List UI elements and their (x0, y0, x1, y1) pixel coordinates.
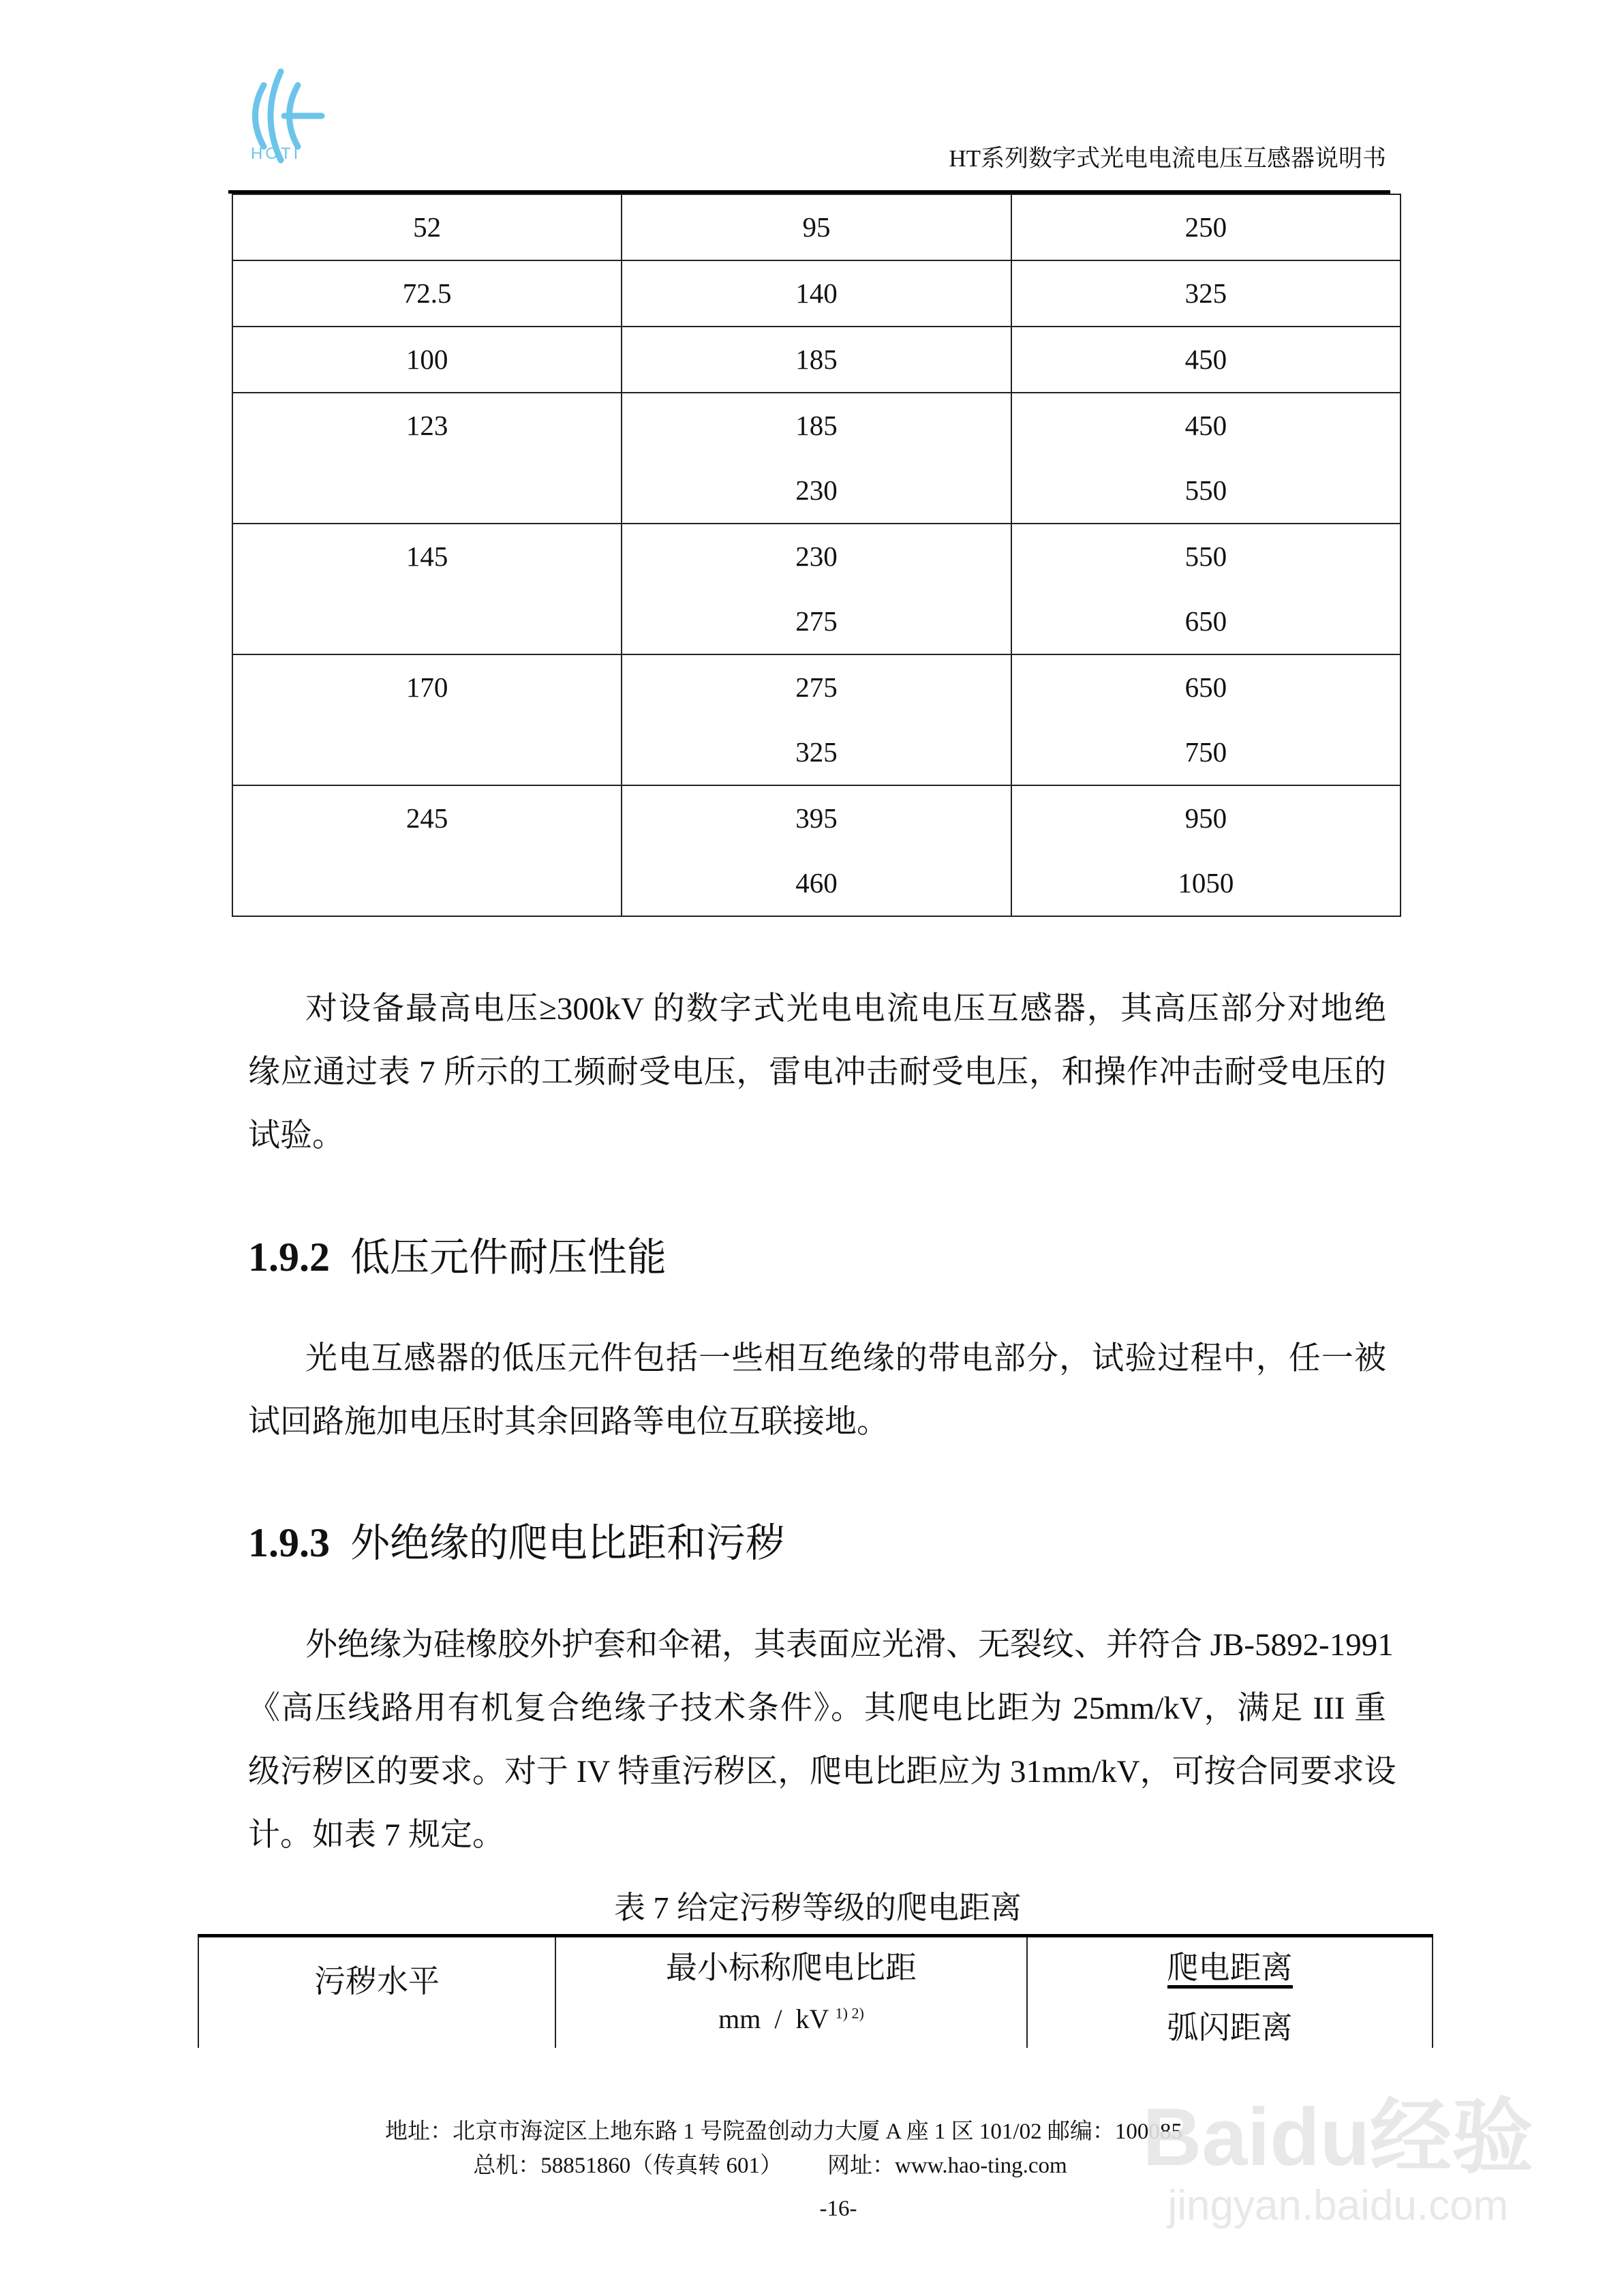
cell-value: 100 (406, 344, 448, 375)
table7-caption: 表 7 给定污秽等级的爬电距离 (614, 1890, 1022, 1925)
watermark-url: jingyan.baidu.com (1167, 2182, 1509, 2229)
baidu-watermark (1143, 2093, 1533, 2230)
cell-value: 245 (406, 802, 448, 834)
cell-value: 275 (795, 605, 838, 637)
cell-value: 650 (1184, 605, 1227, 637)
cell-value: 950 (1184, 802, 1227, 834)
cell-value: 1050 (1178, 867, 1234, 898)
footer-address: 地址：北京市海淀区上地东路 1 号院盈创动力大厦 A 座 1 区 101/02 邮编：100085 (385, 2119, 1182, 2144)
table-cell (232, 785, 622, 916)
footnote-ref: 1) 2) (835, 2004, 864, 2022)
cell-value: 170 (406, 671, 448, 703)
table7 (198, 1934, 1433, 2048)
header-title: HT系列数字式光电电流电压互感器说明书 (949, 145, 1386, 172)
cell-value: 145 (406, 541, 448, 572)
cell-value: 550 (1184, 474, 1227, 506)
cell-value: 325 (795, 736, 838, 768)
cell-value: 460 (795, 867, 838, 898)
header-text: 弧闪距离 (1167, 2010, 1293, 2045)
para3-line: 计。如表 7 规定。 (248, 1817, 504, 1853)
table-cell (1011, 393, 1401, 524)
cell-value: 140 (795, 277, 838, 309)
col-creepage-distance (1027, 1936, 1433, 2049)
cell-value: 95 (802, 211, 831, 243)
header-text: 爬电距离 (1167, 1950, 1293, 1989)
cell-value: 750 (1184, 736, 1227, 768)
para3-line: 外绝缘为硅橡胶外护套和伞裙，其表面应光滑、无裂纹、并符合 JB-5892-1991 (305, 1627, 1394, 1663)
cell-value: 250 (1184, 211, 1227, 243)
voltage-table (232, 194, 1401, 917)
cell-value: 72.5 (402, 277, 452, 309)
table-cell (1011, 654, 1401, 785)
table-cell (622, 785, 1011, 916)
table-row (232, 393, 1401, 524)
para2-line: 试回路施加电压时其余回路等电位互联接地。 (248, 1404, 889, 1440)
heading-1-9-2 (248, 1225, 667, 1282)
para3-line: 《高压线路用有机复合绝缘子技术条件》。其爬电比距为 25mm/kV，满足 III 重 (248, 1691, 1386, 1726)
cell-value: 395 (795, 802, 838, 834)
table-cell (1011, 194, 1401, 260)
cell-value: 450 (1184, 410, 1227, 441)
table-row (232, 194, 1401, 260)
cell-value: 650 (1184, 671, 1227, 703)
table-row (232, 327, 1401, 393)
heading-title: 外绝缘的爬电比距和污秽 (350, 1520, 786, 1566)
table-row (232, 260, 1401, 327)
cell-value: 325 (1184, 277, 1227, 309)
table-cell (622, 327, 1011, 393)
logo-text: HOTI (251, 145, 301, 163)
col-creepage-ratio (555, 1936, 1027, 2049)
table-cell (622, 194, 1011, 260)
table-cell (232, 260, 622, 327)
cell-value: 230 (795, 541, 838, 572)
page-number: -16- (819, 2196, 857, 2221)
table-cell (232, 327, 622, 393)
table-cell (622, 260, 1011, 327)
table-cell (232, 524, 622, 654)
col-pollution-level (198, 1936, 555, 2049)
cell-value: 550 (1184, 541, 1227, 572)
footer-contact: 总机：58851860（传真转 601） 网址：www.hao-ting.com (473, 2154, 1067, 2178)
table-cell (622, 524, 1011, 654)
table-row (232, 524, 1401, 654)
table-row (232, 785, 1401, 916)
cell-value: 230 (795, 474, 838, 506)
cell-value: 450 (1184, 344, 1227, 375)
table-cell (232, 393, 622, 524)
para3-line: 级污秽区的要求。对于 IV 特重污秽区，爬电比距应为 31mm/kV，可按合同要求设 (248, 1754, 1396, 1789)
cell-value: 52 (413, 211, 442, 243)
table-cell (1011, 785, 1401, 916)
table-cell (232, 194, 622, 260)
watermark-text: Baidu经验 (1142, 2091, 1533, 2183)
heading-number: 1.9.3 (248, 1520, 330, 1565)
cell-value: 185 (795, 344, 838, 375)
heading-title: 低压元件耐压性能 (350, 1234, 667, 1280)
table-cell (1011, 327, 1401, 393)
table-cell (1011, 524, 1401, 654)
unit-text: mm / kV (718, 2004, 829, 2034)
heading-number: 1.9.2 (248, 1235, 330, 1280)
heading-1-9-3 (248, 1511, 785, 1568)
para1-line: 试验。 (248, 1118, 344, 1153)
cell-value: 123 (406, 410, 448, 441)
cell-value: 275 (795, 671, 838, 703)
table-cell (622, 393, 1011, 524)
para1-line: 缘应通过表 7 所示的工频耐受电压，雷电冲击耐受电压，和操作冲击耐受电压的 (248, 1055, 1386, 1090)
table-cell (232, 654, 622, 785)
table-row (232, 654, 1401, 785)
para2-line: 光电互感器的低压元件包括一些相互绝缘的带电部分，试验过程中，任一被 (305, 1341, 1386, 1376)
table-cell (622, 654, 1011, 785)
header-text: 最小标称爬电比距 (666, 1950, 917, 1985)
cell-value: 185 (795, 410, 838, 441)
header-text: 污秽水平 (314, 1964, 440, 1999)
para1-line: 对设备最高电压≥300kV 的数字式光电电流电压互感器，其高压部分对地绝 (305, 991, 1386, 1027)
table-cell (1011, 260, 1401, 327)
